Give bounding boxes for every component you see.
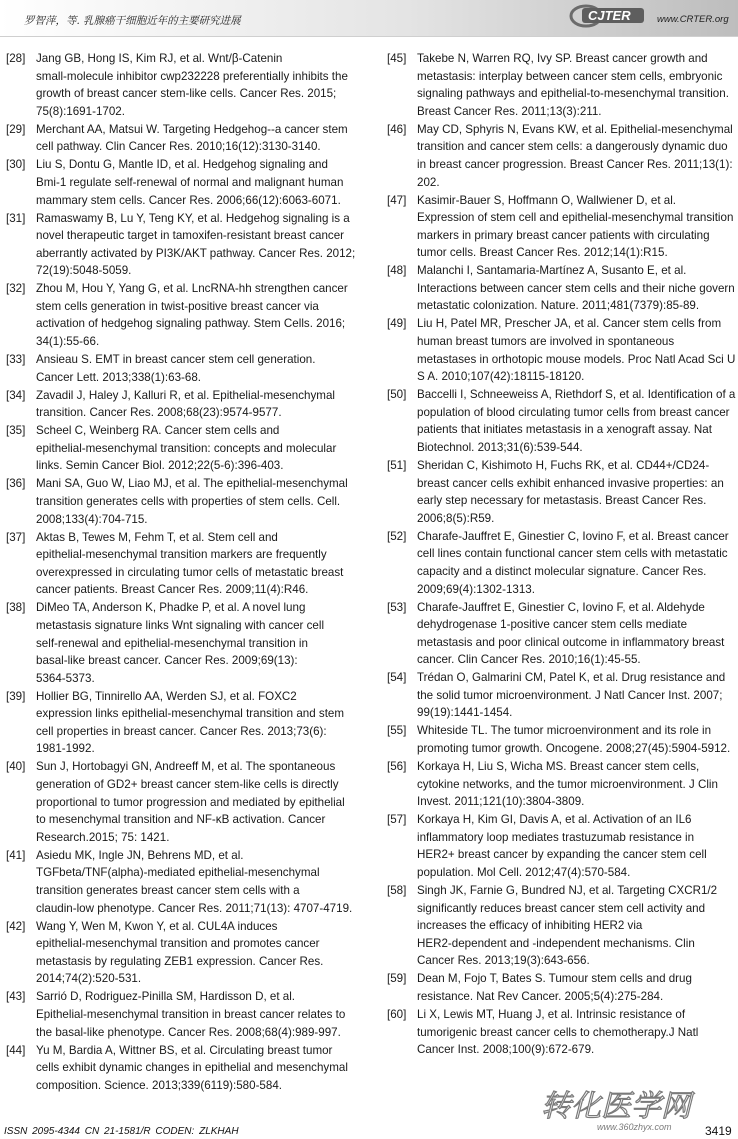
reference-number: [53]: [387, 600, 407, 614]
reference-item: [387, 528, 738, 598]
reference-number: [42]: [6, 919, 26, 933]
reference-line: 2009;69(4):1302-1313.: [417, 582, 535, 596]
svg-text:转化医学网: 转化医学网: [541, 1089, 691, 1124]
reference-text: [417, 528, 738, 598]
reference-line: resistance. Nat Rev Cancer. 2005;5(4):275-284.: [417, 989, 664, 1003]
reference-line: Interactions between cancer stem cells and their niche govern: [417, 281, 735, 295]
reference-line: Biotechnol. 2013;31(6):539-544.: [417, 441, 583, 455]
reference-text: [36, 475, 356, 528]
reference-number: [59]: [387, 972, 407, 986]
references-right-column: [387, 50, 738, 1059]
reference-line: metastasis: interplay between cancer stem cells, embryonic: [417, 69, 723, 83]
reference-number: [43]: [6, 990, 26, 1004]
reference-line: Liu S, Dontu G, Mantle ID, et al. Hedgehog signaling and: [36, 158, 328, 172]
reference-line: 2014;74(2):520-531.: [36, 972, 142, 986]
reference-line: Whiteside TL. The tumor microenvironment and its role in: [417, 724, 712, 738]
reference-line: Trédan O, Galmarini CM, Patel K, et al. Drug resistance and: [417, 671, 726, 685]
reference-line: Ansieau S. EMT in breast cancer stem cell generation.: [36, 353, 316, 367]
reference-line: Expression of stem cell and epithelial-mesenchymal transition: [417, 211, 734, 225]
reference-item: [6, 988, 356, 1041]
reference-text: [417, 457, 738, 527]
reference-line: in breast cancer progression. Breast Cancer Res. 2011;13(1):: [417, 157, 733, 171]
reference-item: [6, 688, 356, 758]
reference-line: 1981-1992.: [36, 742, 95, 756]
reference-number: [51]: [387, 459, 407, 472]
reference-line: 99(19):1441-1454.: [417, 706, 513, 720]
reference-text: [36, 351, 356, 386]
reference-line: population of blood circulating tumor cells from breast cancer: [417, 405, 730, 419]
reference-line: capacity and a distinct molecular signature. Cancer Res.: [417, 564, 707, 578]
reference-line: Zavadil J, Haley J, Kalluri R, et al. Epithelial-mesenchymal: [36, 388, 335, 402]
reference-number: [32]: [6, 282, 26, 296]
reference-line: self-renewal and epithelial-mesenchymal transition in: [36, 636, 308, 650]
reference-line: significantly reduces breast cancer stem cell activity and: [417, 901, 706, 915]
reference-item: [387, 758, 738, 811]
reference-line: patients that initiates metastasis in a xenograft assay. Nat: [417, 423, 712, 437]
reference-item: [6, 758, 356, 846]
reference-line: DiMeo TA, Anderson K, Phadke P, et al. A novel lung: [36, 601, 306, 615]
reference-line: Cancer Inst. 2008;100(9):672-679.: [417, 1043, 595, 1057]
reference-line: Sarrió D, Rodriguez-Pinilla SM, Hardisson D, et al.: [36, 990, 296, 1004]
reference-item: [387, 121, 738, 191]
reference-line: metastasis and poor clinical outcome in inflammatory breast: [417, 635, 725, 649]
reference-line: population. Mol Cell. 2012;47(4):570-584.: [417, 866, 631, 879]
page-header: [0, 0, 738, 37]
reference-item: [387, 457, 738, 527]
reference-number: [36]: [6, 477, 26, 491]
reference-number: [45]: [387, 52, 407, 65]
reference-number: [48]: [387, 264, 407, 278]
reference-text: [36, 988, 356, 1041]
reference-line: Wang Y, Wen M, Kwon Y, et al. CUL4A induces: [36, 919, 278, 933]
reference-text: [36, 529, 356, 599]
reference-item: [6, 475, 356, 528]
reference-item: [6, 156, 356, 209]
reference-line: Baccelli I, Schneeweiss A, Riethdorf S, et al. Identification of a: [417, 388, 736, 402]
reference-text: [417, 192, 738, 262]
reference-item: [387, 50, 738, 120]
reference-line: Liu H, Patel MR, Prescher JA, et al. Cancer stem cells from: [417, 317, 722, 331]
reference-line: HER2+ breast cancer by expanding the cancer stem cell: [417, 848, 707, 862]
reference-line: composition. Science. 2013;339(6119):580-584.: [36, 1078, 282, 1092]
reference-text: [36, 1042, 356, 1095]
reference-line: Sheridan C, Kishimoto H, Fuchs RK, et al. CD44+/CD24-: [417, 459, 710, 472]
reference-text: [417, 722, 738, 757]
reference-line: the solid tumor microenvironment. J Natl Cancer Inst. 2007;: [417, 688, 723, 702]
reference-line: Takebe N, Warren RQ, Ivy SP. Breast cancer growth and: [417, 52, 708, 65]
reference-item: [6, 351, 356, 386]
reference-line: 2008;133(4):704-715.: [36, 512, 148, 526]
reference-line: mammary stem cells. Cancer Res. 2006;66(12):6063-6071.: [36, 193, 341, 207]
reference-number: [31]: [6, 211, 26, 225]
reference-line: Cancer Lett. 2013;338(1):63-68.: [36, 370, 201, 384]
reference-number: [56]: [387, 760, 407, 774]
reference-line: inflammatory loop mediates trastuzumab resistance in: [417, 830, 695, 844]
reference-line: Research.2015; 75: 1421.: [36, 830, 170, 844]
reference-line: aberrantly activated by PI3K/AKT pathway. Cancer Res. 2012;: [36, 246, 356, 260]
reference-item: [387, 669, 738, 722]
reference-item: [6, 50, 356, 120]
reference-line: stem cells generation in twist-positive breast cancer via: [36, 299, 319, 313]
reference-number: [52]: [387, 529, 407, 543]
reference-text: [417, 758, 738, 811]
reference-line: metastasis signature links Wnt signaling with cancer cell: [36, 618, 325, 632]
reference-line: transition and cancer stem cells: a dangerously dynamic duo: [417, 140, 728, 154]
reference-line: epithelial-mesenchymal transition: concepts and molecular: [36, 441, 337, 455]
reference-text: [417, 315, 738, 385]
reference-line: cells exhibit dynamic changes in epithelial and mesenchymal: [36, 1061, 348, 1075]
reference-line: small-molecule inhibitor cwp232228 preferentially inhibits the: [36, 69, 348, 83]
reference-line: Zhou M, Hou Y, Yang G, et al. LncRNA-hh strengthen cancer: [36, 282, 348, 296]
reference-number: [38]: [6, 601, 26, 615]
reference-line: basal-like breast cancer. Cancer Res. 2009;69(13):: [36, 654, 298, 668]
reference-line: epithelial-mesenchymal transition and promotes cancer: [36, 937, 320, 951]
reference-text: [36, 280, 356, 350]
reference-number: [28]: [6, 52, 26, 65]
reference-item: [6, 210, 356, 280]
reference-line: Korkaya H, Liu S, Wicha MS. Breast cancer stem cells,: [417, 760, 700, 774]
reference-item: [6, 847, 356, 917]
reference-item: [387, 192, 738, 262]
reference-line: Kasimir-Bauer S, Hoffmann O, Wallwiener D, et al.: [417, 193, 677, 207]
journal-logo: [568, 2, 650, 28]
reference-line: Dean M, Fojo T, Bates S. Tumour stem cells and drug: [417, 972, 692, 986]
reference-number: [55]: [387, 724, 407, 738]
reference-line: cell lines contain functional cancer stem cells with metastatic: [417, 547, 728, 561]
reference-line: metastatic colonization. Nature. 2011;481(7379):85-89.: [417, 299, 700, 313]
reference-line: Merchant AA, Matsui W. Targeting Hedgehog--a cancer stem: [36, 122, 348, 136]
reference-line: cancer. Clin Cancer Res. 2010;16(1):45-55.: [417, 653, 641, 667]
reference-line: Invest. 2011;121(10):3804-3809.: [417, 795, 585, 809]
reference-number: [29]: [6, 122, 26, 136]
reference-text: [36, 210, 356, 280]
reference-line: TGFbeta/TNF(alpha)-mediated epithelial-mesenchymal: [36, 866, 320, 880]
reference-line: Korkaya H, Kim GI, Davis A, et al. Activation of an IL6: [417, 813, 692, 827]
reference-item: [387, 811, 738, 881]
reference-item: [387, 970, 738, 1005]
reference-item: [6, 918, 356, 988]
reference-line: 202.: [417, 175, 440, 189]
reference-line: Malanchi I, Santamaria-Martínez A, Susanto E, et al.: [417, 264, 687, 278]
reference-line: transition. Cancer Res. 2008;68(23):9574-9577.: [36, 406, 282, 420]
site-url[interactable]: www.CRTER.org: [657, 14, 729, 25]
reference-text: [417, 262, 738, 315]
reference-line: May CD, Sphyris N, Evans KW, et al. Epithelial-mesenchymal: [417, 122, 733, 136]
reference-line: transition generates breast cancer stem cells with a: [36, 883, 300, 897]
reference-line: Sun J, Hortobagyi GN, Andreeff M, et al. The spontaneous: [36, 760, 336, 774]
references-left-column: [6, 50, 356, 1095]
reference-line: growth of breast cancer stem-like cells. Cancer Res. 2015;: [36, 87, 337, 101]
reference-text: [417, 121, 738, 191]
reference-text: [36, 918, 356, 988]
reference-text: [417, 1006, 738, 1059]
reference-line: Aktas B, Tewes M, Fehm T, et al. Stem cell and: [36, 530, 278, 544]
reference-number: [50]: [387, 388, 407, 402]
reference-line: Hollier BG, Tinnirello AA, Werden SJ, et al. FOXC2: [36, 689, 297, 703]
reference-text: [36, 688, 356, 758]
reference-text: [417, 882, 738, 970]
reference-line: 5364-5373.: [36, 671, 95, 685]
issn-footer: ISSN 2095-4344 CN 21-1581/R CODEN: ZLKHAH: [4, 1126, 239, 1137]
reference-line: Singh JK, Farnie G, Bundred NJ, et al. Targeting CXCR1/2: [417, 883, 718, 897]
reference-line: Bmi-1 regulate self-renewal of normal and malignant human: [36, 175, 344, 189]
reference-line: epithelial-mesenchymal transition markers are frequently: [36, 548, 327, 562]
reference-line: increases the efficacy of inhibiting HER2 via: [417, 919, 643, 933]
reference-text: [36, 422, 356, 475]
reference-item: [6, 1042, 356, 1095]
reference-line: novel therapeutic target in tamoxifen-resistant breast cancer: [36, 229, 345, 243]
reference-line: activation of hedgehog signaling pathway. Stem Cells. 2016;: [36, 317, 346, 331]
reference-line: early step necessary for metastasis. Breast Cancer Res.: [417, 494, 707, 508]
reference-line: signaling pathways and epithelial-to-mesenchymal transition.: [417, 87, 729, 101]
reference-line: markers in primary breast cancer patients with circulating: [417, 228, 710, 242]
svg-text:CJTER: CJTER: [588, 8, 631, 23]
reference-line: tumorigenic breast cancer cells to chemotherapy.J Natl: [417, 1025, 699, 1039]
reference-text: [417, 386, 738, 456]
reference-number: [34]: [6, 388, 26, 402]
reference-number: [41]: [6, 848, 26, 862]
reference-item: [387, 882, 738, 970]
reference-line: cancer patients. Breast Cancer Res. 2009;11(4):R46.: [36, 583, 309, 597]
reference-text: [36, 758, 356, 846]
reference-line: Charafe-Jauffret E, Ginestier C, Iovino F, et al. Aldehyde: [417, 600, 705, 614]
reference-line: transition generates cells with properties of stem cells. Cell.: [36, 494, 341, 508]
reference-item: [6, 529, 356, 599]
reference-number: [57]: [387, 813, 407, 827]
reference-line: cell properties in breast cancer. Cancer Res. 2013;73(6):: [36, 724, 327, 738]
reference-line: expression links epithelial-mesenchymal transition and stem: [36, 707, 345, 721]
reference-item: [6, 422, 356, 475]
reference-number: [30]: [6, 158, 26, 172]
reference-line: tumor cells. Breast Cancer Res. 2012;14(1):R15.: [417, 246, 668, 260]
reference-line: breast cancer cells exhibit enhanced invasive properties: an: [417, 476, 724, 490]
reference-item: [387, 1006, 738, 1059]
reference-item: [387, 262, 738, 315]
reference-number: [58]: [387, 883, 407, 897]
reference-number: [39]: [6, 689, 26, 703]
reference-line: promoting tumor growth. Oncogene. 2008;27(45):5904-5912.: [417, 742, 731, 756]
reference-line: metastasis by regulating ZEB1 expression. Cancer Res.: [36, 954, 324, 968]
reference-line: Charafe-Jauffret E, Ginestier C, Iovino F, et al. Breast cancer: [417, 529, 729, 543]
reference-number: [54]: [387, 671, 407, 685]
reference-text: [417, 50, 738, 120]
reference-item: [387, 599, 738, 669]
reference-line: HER2-dependent and -independent mechanisms. Clin: [417, 936, 695, 950]
reference-text: [36, 121, 356, 156]
reference-line: Li X, Lewis MT, Huang J, et al. Intrinsic resistance of: [417, 1007, 686, 1021]
reference-line: 2006;8(5):R59.: [417, 511, 495, 525]
watermark-logo: [535, 1082, 735, 1134]
reference-item: [387, 722, 738, 757]
reference-line: claudin-low phenotype. Cancer Res. 2011;71(13): 4707-4719.: [36, 901, 353, 915]
reference-line: 75(8):1691-1702.: [36, 104, 125, 118]
reference-number: [47]: [387, 193, 407, 207]
reference-number: [60]: [387, 1007, 407, 1021]
reference-number: [40]: [6, 760, 26, 774]
reference-line: cytokine networks, and the tumor microenvironment. J Clin: [417, 777, 718, 791]
reference-line: Yu M, Bardia A, Wittner BS, et al. Circulating breast tumor: [36, 1043, 333, 1057]
reference-item: [6, 121, 356, 156]
page-number: 3419: [705, 1124, 732, 1138]
reference-item: [387, 315, 738, 385]
reference-text: [36, 599, 356, 687]
reference-line: Jang GB, Hong IS, Kim RJ, et al. Wnt/β-Catenin: [36, 52, 283, 65]
reference-line: 34(1):55-66.: [36, 335, 100, 349]
reference-text: [36, 847, 356, 917]
reference-item: [6, 387, 356, 422]
reference-line: the basal-like phenotype. Cancer Res. 2008;68(4):989-997.: [36, 1025, 341, 1039]
reference-text: [417, 669, 738, 722]
reference-line: overexpressed in circulating tumor cells of metastatic breast: [36, 565, 344, 579]
reference-item: [387, 386, 738, 456]
reference-line: proportional to tumor progression and mediated by epithelial: [36, 795, 345, 809]
reference-text: [36, 156, 356, 209]
reference-line: Asiedu MK, Ingle JN, Behrens MD, et al.: [36, 848, 244, 862]
reference-line: human breast tumors are involved in spontaneous: [417, 335, 675, 349]
reference-line: cell pathway. Clin Cancer Res. 2010;16(12):3130-3140.: [36, 140, 321, 154]
reference-number: [44]: [6, 1043, 26, 1057]
svg-text:www.360zhyx.com: www.360zhyx.com: [597, 1122, 672, 1132]
reference-line: Mani SA, Guo W, Liao MJ, et al. The epithelial-mesenchymal: [36, 477, 348, 491]
reference-number: [46]: [387, 122, 407, 136]
reference-item: [6, 280, 356, 350]
reference-number: [37]: [6, 530, 26, 544]
reference-line: Scheel C, Weinberg RA. Cancer stem cells and: [36, 424, 280, 438]
reference-text: [36, 50, 356, 120]
reference-line: S A. 2010;107(42):18115-18120.: [417, 370, 585, 384]
reference-number: [33]: [6, 353, 26, 367]
reference-text: [417, 599, 738, 669]
reference-line: metastases in orthotopic mouse models. Proc Natl Acad Sci U: [417, 352, 736, 366]
reference-number: [49]: [387, 317, 407, 331]
reference-text: [36, 387, 356, 422]
reference-line: dehydrogenase 1-positive cancer stem cells mediate: [417, 618, 688, 632]
reference-line: Ramaswamy B, Lu Y, Teng KY, et al. Hedgehog signaling is a: [36, 211, 350, 225]
reference-line: 72(19):5048-5059.: [36, 264, 132, 278]
reference-text: [417, 811, 738, 881]
reference-line: generation of GD2+ breast cancer stem-like cells is directly: [36, 778, 339, 792]
reference-number: [35]: [6, 424, 26, 438]
reference-line: Cancer Res. 2013;19(3):643-656.: [417, 954, 590, 968]
reference-line: links. Semin Cancer Biol. 2012;22(5-6):396-403.: [36, 459, 284, 473]
reference-line: Epithelial-mesenchymal transition in breast cancer relates to: [36, 1007, 346, 1021]
reference-line: Breast Cancer Res. 2011;13(3):211.: [417, 104, 602, 118]
reference-text: [417, 970, 738, 1005]
reference-line: to mesenchymal transition and NF-κB activation. Cancer: [36, 813, 326, 827]
running-title: 罗智萍，等. 乳腺癌干细胞近年的主要研究进展: [24, 15, 241, 27]
reference-item: [6, 599, 356, 687]
